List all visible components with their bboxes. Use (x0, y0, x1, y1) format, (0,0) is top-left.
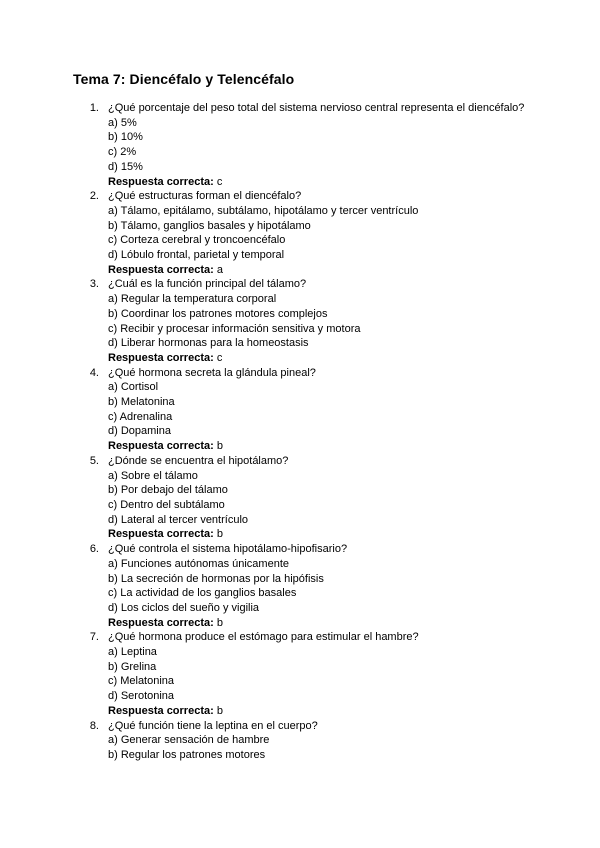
question-text: ¿Qué hormona produce el estómago para estimular el hambre? (108, 631, 419, 644)
answer-option: a) Leptina (108, 646, 157, 659)
answer-option: d) Liberar hormonas para la homeostasis (108, 337, 309, 350)
answer-option: b) Melatonina (108, 396, 175, 409)
answer-option: a) Regular la temperatura corporal (108, 293, 277, 306)
correct-answer (108, 704, 525, 719)
answer-option: c) Adrenalina (108, 410, 173, 423)
question-item (85, 101, 525, 189)
correct-answer-value: b (216, 616, 223, 629)
answer-option: b) Grelina (108, 660, 157, 673)
answer-option: c) Dentro del subtálamo (108, 498, 225, 511)
correct-answer-value: c (216, 175, 223, 188)
answer-option: b) Coordinar los patrones motores complejos (108, 307, 328, 320)
question-item (85, 366, 525, 454)
answer-option: c) Recibir y procesar información sensitiva y motora (108, 322, 361, 335)
correct-answer-value: b (216, 704, 223, 717)
question-text: ¿Qué función tiene la leptina en el cuerpo? (108, 719, 318, 732)
question-item (85, 454, 525, 542)
answer-option: a) Cortisol (108, 381, 159, 394)
page-title: Tema 7: Diencéfalo y Telencéfalo (73, 71, 295, 87)
question-number: 2. (89, 190, 99, 203)
question-number: 8. (89, 719, 99, 732)
answer-option: a) Tálamo, epitálamo, subtálamo, hipotálamo y tercer ventrículo (108, 204, 419, 217)
question-number: 5. (89, 454, 99, 467)
answer-option: d) Lateral al tercer ventrículo (108, 513, 249, 526)
answer-option: a) 5% (108, 116, 137, 129)
correct-answer-value: b (216, 440, 223, 453)
question-list (85, 101, 525, 763)
answer-option: b) Regular los patrones motores (108, 748, 266, 761)
answer-option: a) Generar sensación de hambre (108, 734, 270, 747)
correct-answer (108, 263, 525, 278)
question-text: ¿Qué controla el sistema hipotálamo-hipofisario? (108, 543, 348, 556)
question-number: 4. (89, 366, 99, 379)
correct-answer (108, 616, 525, 631)
question-text: ¿Cuál es la función principal del tálamo? (108, 278, 307, 291)
correct-answer-label: Respuesta correcta: (108, 528, 214, 541)
question-number: 6. (89, 543, 99, 556)
question-item (85, 719, 525, 763)
answer-option: a) Sobre el tálamo (108, 469, 198, 482)
correct-answer (108, 351, 525, 366)
correct-answer-label: Respuesta correcta: (108, 616, 214, 629)
question-text: ¿Qué hormona secreta la glándula pineal? (108, 366, 316, 379)
answer-option: a) Funciones autónomas únicamente (108, 557, 289, 570)
correct-answer-label: Respuesta correcta: (108, 175, 214, 188)
answer-option: d) Lóbulo frontal, parietal y temporal (108, 249, 285, 262)
correct-answer-label: Respuesta correcta: (108, 263, 214, 276)
question-number: 1. (89, 102, 99, 114)
answer-option: b) Por debajo del tálamo (108, 484, 228, 497)
correct-answer-value: b (216, 528, 223, 541)
correct-answer-label: Respuesta correcta: (108, 704, 214, 717)
correct-answer-label: Respuesta correcta: (108, 351, 214, 364)
question-item (85, 277, 525, 365)
correct-answer (108, 175, 525, 190)
answer-option: c) 2% (108, 146, 137, 159)
answer-option: d) Los ciclos del sueño y vigilia (108, 601, 260, 614)
answer-option: c) Melatonina (108, 675, 175, 688)
correct-answer (108, 439, 525, 454)
answer-option: b) Tálamo, ganglios basales y hipotálamo (108, 219, 311, 232)
answer-option: d) Serotonina (108, 690, 175, 703)
question-text: ¿Qué estructuras forman el diencéfalo? (108, 190, 302, 203)
correct-answer (108, 527, 525, 542)
answer-option: b) La secreción de hormonas por la hipófisis (108, 572, 324, 585)
question-item (85, 189, 525, 277)
answer-option: c) Corteza cerebral y troncoencéfalo (108, 234, 286, 247)
answer-option: b) 10% (108, 131, 143, 144)
answer-option: d) 15% (108, 160, 143, 173)
question-number: 7. (89, 631, 99, 644)
correct-answer-value: a (216, 263, 223, 276)
question-item (85, 630, 525, 718)
question-item (85, 542, 525, 630)
question-text: ¿Qué porcentaje del peso total del sistema nervioso central representa el diencéfalo? (108, 102, 525, 114)
correct-answer-value: c (216, 351, 223, 364)
answer-option: c) La actividad de los ganglios basales (108, 587, 297, 600)
answer-option: d) Dopamina (108, 425, 171, 438)
question-number: 3. (89, 278, 99, 291)
question-text: ¿Dónde se encuentra el hipotálamo? (108, 454, 289, 467)
correct-answer-label: Respuesta correcta: (108, 440, 214, 453)
